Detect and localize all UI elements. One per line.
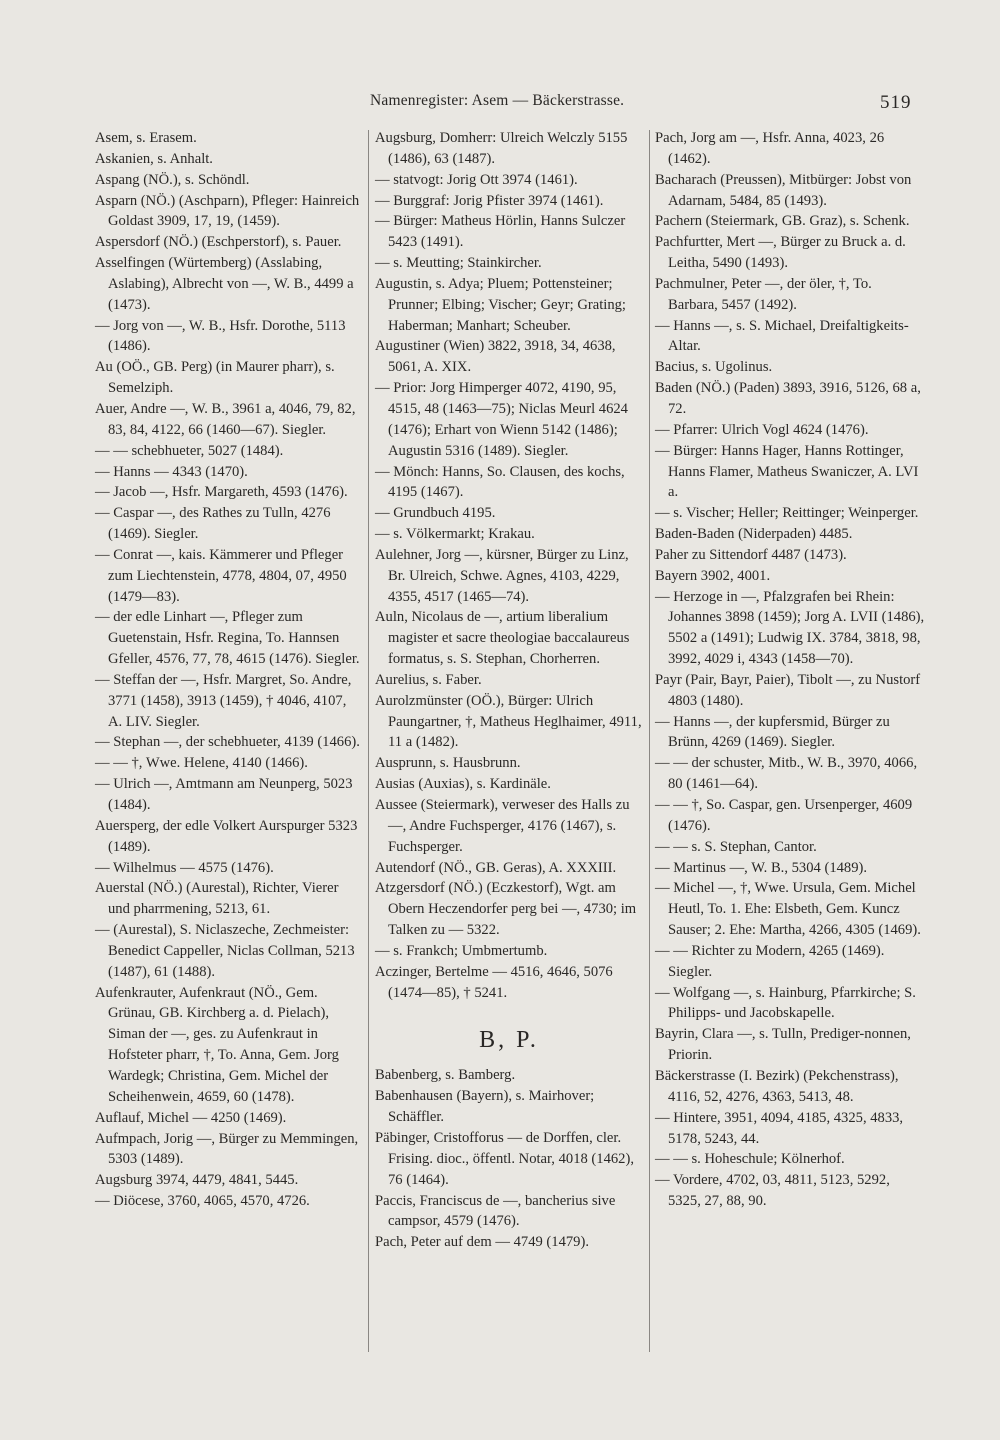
index-entry: Baden-Baden (Niderpaden) 4485. xyxy=(655,526,853,543)
index-entry: — Wilhelmus — 4575 (1476). xyxy=(95,859,274,876)
index-entry: Auerstal (NÖ.) (Aurestal), Richter, Vierer und pharrmening, 5213, 61. xyxy=(95,880,339,918)
index-entry: Pachern (Steiermark, GB. Graz), s. Schenk. xyxy=(655,213,910,230)
running-title: Namenregister: Asem — Bäckerstrasse. xyxy=(370,92,625,109)
index-entry: Aurolzmünster (OÖ.), Bürger: Ulrich Paungartner, †, Matheus Heglhaimer, 4911, 11 a (1482). xyxy=(375,692,642,751)
index-entry: Ausias (Auxias), s. Kardinäle. xyxy=(375,776,551,793)
index-entry: — s. Meutting; Stainkircher. xyxy=(375,255,542,272)
index-entry: Auflauf, Michel — 4250 (1469). xyxy=(95,1109,287,1126)
index-entry: — — †, Wwe. Helene, 4140 (1466). xyxy=(95,755,308,772)
index-entry: — Diöcese, 3760, 4065, 4570, 4726. xyxy=(95,1193,310,1210)
index-entry: — Wolfgang —, s. Hainburg, Pfarrkirche; S. Philipps- und Jacobskapelle. xyxy=(655,984,916,1022)
index-entry: Aufmpach, Jorig —, Bürger zu Memmingen, 5303 (1489). xyxy=(95,1130,359,1168)
index-entry: Payr (Pair, Bayr, Paier), Tibolt —, zu Nustorf 4803 (1480). xyxy=(655,671,921,709)
index-entry: Paccis, Franciscus de —, bancherius sive campsor, 4579 (1476). xyxy=(375,1192,616,1230)
index-entry: — — der schuster, Mitb., W. B., 3970, 4066, 80 (1461—64). xyxy=(655,755,918,793)
index-entry: Paher zu Sittendorf 4487 (1473). xyxy=(655,546,847,563)
index-entry: — der edle Linhart —, Pfleger zum Guetenstain, Hsfr. Regina, To. Hannsen Gfeller, 4576, 77, 78, 4615 (1476). Siegler. xyxy=(95,609,360,668)
page-number: 519 xyxy=(880,92,912,113)
index-entry: Aulehner, Jorg —, kürsner, Bürger zu Linz, Br. Ulreich, Schwe. Agnes, 4103, 4229, 4355, 4517 (1465—74). xyxy=(375,546,629,605)
index-column-3 xyxy=(655,128,925,1212)
index-entry: — — Richter zu Modern, 4265 (1469). Siegler. xyxy=(655,942,885,980)
index-entry: Bäckerstrasse (I. Bezirk) (Pekchenstrass), 4116, 52, 4276, 4363, 5413, 48. xyxy=(655,1067,899,1105)
index-entry: — Ulrich —, Amtmann am Neunperg, 5023 (1484). xyxy=(95,776,353,813)
index-entry: Bacharach (Preussen), Mitbürger: Jobst von Adarnam, 5484, 85 (1493). xyxy=(655,171,912,209)
index-entry: Pach, Jorg am —, Hsfr. Anna, 4023, 26 (1462). xyxy=(655,130,885,167)
index-entry: Auer, Andre —, W. B., 3961 a, 4046, 79, 82, 83, 84, 4122, 66 (1460—67). Siegler. xyxy=(95,400,356,438)
index-entry: Baden (NÖ.) (Paden) 3893, 3916, 5126, 68 a, 72. xyxy=(655,380,921,417)
index-entry: — statvogt: Jorig Ott 3974 (1461). xyxy=(375,171,578,188)
index-entry: — Hanns —, s. S. Michael, Dreifaltigkeits-Altar. xyxy=(655,317,909,355)
index-entry: Aspang (NÖ.), s. Schöndl. xyxy=(95,171,250,188)
index-entry: Aspersdorf (NÖ.) (Eschperstorf), s. Pauer. xyxy=(95,234,342,251)
index-entry: — Prior: Jorg Himperger 4072, 4190, 95, 4515, 48 (1463—75); Niclas Meurl 4624 (1476); Erhart von Wienn 5142 (1486); Augustin 5316 (1489). Siegler. xyxy=(375,380,628,459)
index-entry: Pachfurtter, Mert —, Bürger zu Bruck a. d. Leitha, 5490 (1493). xyxy=(655,234,906,272)
index-entry: — s. Frankch; Umbmertumb. xyxy=(375,942,548,959)
index-entry: Bayrin, Clara —, s. Tulln, Prediger-nonnen, Priorin. xyxy=(655,1026,911,1064)
index-entry: Bacius, s. Ugolinus. xyxy=(655,359,773,376)
index-entry: — Herzoge in —, Pfalzgrafen bei Rhein: Johannes 3898 (1459); Jorg A. LVII (1486), 5502 a (1491); Ludwig IX. 3784, 3818, 98, 3992, 4029 i, 4343 (1458—70). xyxy=(655,588,925,668)
index-entry: Augsburg 3974, 4479, 4841, 5445. xyxy=(95,1172,299,1189)
index-entry: — Jacob —, Hsfr. Margareth, 4593 (1476). xyxy=(95,484,348,501)
index-entry: Pach, Peter auf dem — 4749 (1479). xyxy=(375,1234,589,1251)
column-divider xyxy=(368,130,369,1352)
index-entry: — Hanns —, der kupfersmid, Bürger zu Brünn, 4269 (1469). Siegler. xyxy=(655,713,890,751)
index-entry: — Pfarrer: Ulrich Vogl 4624 (1476). xyxy=(655,421,869,438)
index-entry: Asem, s. Erasem. xyxy=(95,130,197,146)
section-heading: B, P. xyxy=(479,1027,539,1054)
index-entry: — Hintere, 3951, 4094, 4185, 4325, 4833, 5178, 5243, 44. xyxy=(655,1109,904,1147)
index-column-2 xyxy=(375,128,643,1253)
index-entry: — Michel —, †, Wwe. Ursula, Gem. Michel Heutl, To. 1. Ehe: Elsbeth, Gem. Kuncz Sauser; 2. Ehe: Martha, 4266, 4305 (1469). xyxy=(655,880,921,939)
index-entry: Augsburg, Domherr: Ulreich Welczly 5155 (1486), 63 (1487). xyxy=(375,130,628,167)
index-entry: Asselfingen (Würtemberg) (Asslabing, Aslabing), Albrecht von —, W. B., 4499 a (1473). xyxy=(95,255,354,313)
index-entry: — Vordere, 4702, 03, 4811, 5123, 5292, 5325, 27, 88, 90. xyxy=(655,1172,890,1210)
index-entry: Auln, Nicolaus de —, artium liberalium magister et sacre theologiae baccalaureus formatus, s. S. Stephan, Chorherren. xyxy=(375,609,630,668)
index-entry: Augustin, s. Adya; Pluem; Pottensteiner; Prunner; Elbing; Vischer; Geyr; Grating; Haberman; Manhart; Scheuber. xyxy=(375,275,626,334)
index-entry: — — s. Hoheschule; Kölnerhof. xyxy=(655,1151,845,1168)
index-entry: Au (OÖ., GB. Perg) (in Maurer pharr), s. Semelziph. xyxy=(95,359,335,397)
index-entry: — Conrat —, kais. Kämmerer und Pfleger zum Liechtenstein, 4778, 4804, 07, 4950 (1479—83). xyxy=(95,546,347,605)
index-entry: — s. Vischer; Heller; Reittinger; Weinperger. xyxy=(655,505,919,522)
index-entry: Ausprunn, s. Hausbrunn. xyxy=(375,755,521,772)
index-entry: Bayern 3902, 4001. xyxy=(655,567,771,584)
index-entry: Aurelius, s. Faber. xyxy=(375,671,482,688)
index-entry: — Burggraf: Jorig Pfister 3974 (1461). xyxy=(375,192,604,209)
index-entry: — Caspar —, des Rathes zu Tulln, 4276 (1469). Siegler. xyxy=(95,505,331,543)
index-entry: Babenhausen (Bayern), s. Mairhover; Schäffler. xyxy=(375,1088,595,1126)
index-entry: — Bürger: Hanns Hager, Hanns Rottinger, Hanns Flamer, Matheus Swaniczer, A. LVI a. xyxy=(655,442,919,501)
column-divider xyxy=(649,130,650,1352)
index-entry: Päbinger, Cristofforus — de Dorffen, cler. Frising. dioc., öffentl. Notar, 4018 (1462), 76 (1464). xyxy=(375,1129,634,1188)
index-column-1 xyxy=(95,128,362,1212)
index-entry: Auersperg, der edle Volkert Aurspurger 5323 (1489). xyxy=(95,817,358,855)
index-entry: Autendorf (NÖ., GB. Geras), A. XXXIII. xyxy=(375,859,617,876)
index-entry: — — s. S. Stephan, Cantor. xyxy=(655,838,817,855)
index-entry: Aufenkrauter, Aufenkraut (NÖ., Gem. Grünau, GB. Kirchberg a. d. Pielach), Siman der —, ges. zu Aufenkraut in Hofsteter pharr, †, To. Anna, Gem. Jorg Wardegk; Christina, Gem. Michel der Scheihenwein, 4659, 60 (1478). xyxy=(95,984,339,1105)
index-entry: — Grundbuch 4195. xyxy=(375,505,496,522)
index-entry: Pachmulner, Peter —, der öler, †, To. Barbara, 5457 (1492). xyxy=(655,275,872,313)
index-entry: — Jorg von —, W. B., Hsfr. Dorothe, 5113 (1486). xyxy=(95,317,346,355)
index-entry: — Steffan der —, Hsfr. Margret, So. Andre, 3771 (1458), 3913 (1459), † 4046, 4107, A. LIV. Siegler. xyxy=(95,671,352,730)
index-entry: Augustiner (Wien) 3822, 3918, 34, 4638, 5061, A. XIX. xyxy=(375,338,616,376)
index-entry: Aussee (Steiermark), verweser des Halls zu —, Andre Fuchsperger, 4176 (1467), s. Fuchsperger. xyxy=(375,797,630,855)
index-entry: — Martinus —, W. B., 5304 (1489). xyxy=(655,859,868,876)
index-entry: — — schebhueter, 5027 (1484). xyxy=(95,442,284,459)
index-entry: — Bürger: Matheus Hörlin, Hanns Sulczer 5423 (1491). xyxy=(375,213,626,251)
index-entry: Babenberg, s. Bamberg. xyxy=(375,1067,516,1084)
index-entry: — Hanns — 4343 (1470). xyxy=(95,463,248,480)
index-entry: — Mönch: Hanns, So. Clausen, des kochs, 4195 (1467). xyxy=(375,463,625,501)
index-entry: Atzgersdorf (NÖ.) (Eczkestorf), Wgt. am Obern Heczendorfer perg bei —, 4730; im Talken zu — 5322. xyxy=(375,880,637,939)
index-entry: Askanien, s. Anhalt. xyxy=(95,150,213,167)
index-entry: — Stephan —, der schebhueter, 4139 (1466). xyxy=(95,734,360,751)
index-entry: — s. Völkermarkt; Krakau. xyxy=(375,526,535,543)
index-entry: Asparn (NÖ.) (Aschparn), Pfleger: Hainreich Goldast 3909, 17, 19, (1459). xyxy=(95,192,360,230)
index-entry: — (Aurestal), S. Niclaszeche, Zechmeister: Benedict Cappeller, Niclas Collman, 5213 (1487), 61 (1488). xyxy=(95,922,355,980)
index-entry: Aczinger, Bertelme — 4516, 4646, 5076 (1474—85), † 5241. xyxy=(375,963,613,1001)
index-entry: — — †, So. Caspar, gen. Ursenperger, 4609 (1476). xyxy=(655,797,913,834)
